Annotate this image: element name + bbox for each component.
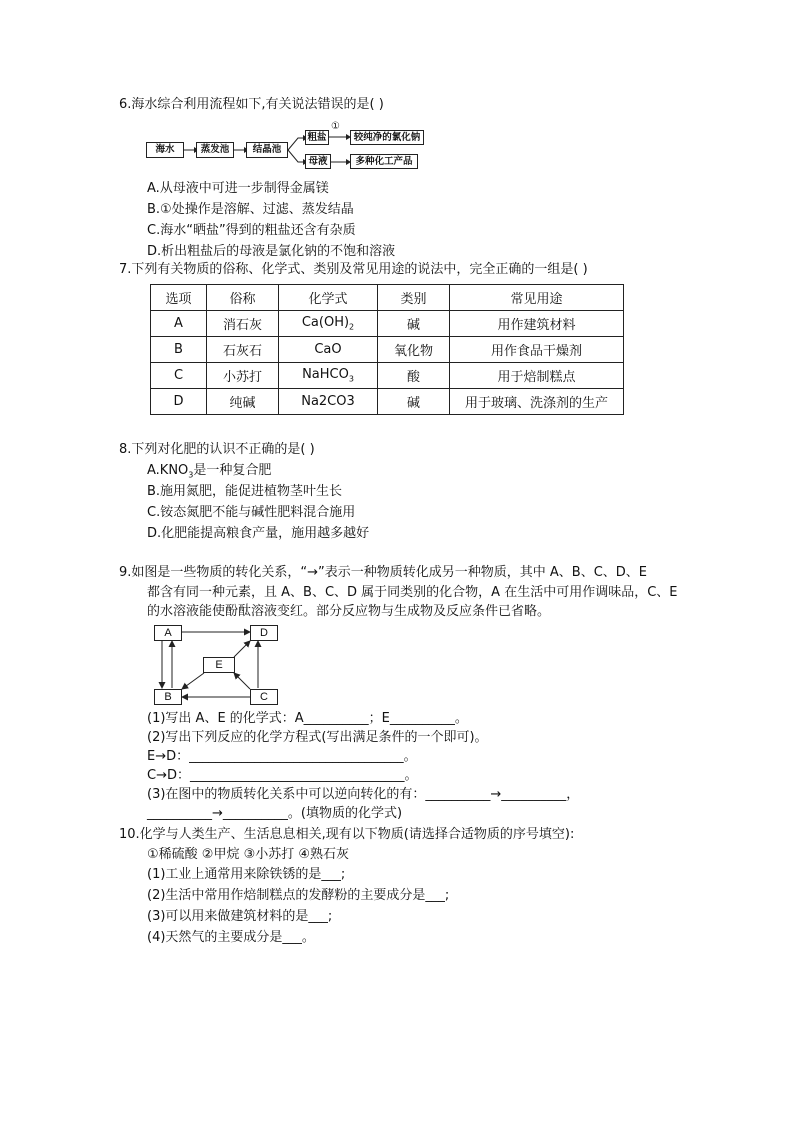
cell-name: 纯碱: [207, 389, 279, 415]
cell-formula: Na2CO3: [279, 389, 378, 415]
node-c: C: [250, 689, 278, 705]
arrow-e-to-b: [182, 673, 204, 689]
cell-name: 消石灰: [207, 311, 279, 337]
q9-sub1: (1)写出 A、E 的化学式：A__________；E__________。: [147, 711, 468, 726]
cell-name: 小苏打: [207, 363, 279, 389]
q8-stem: 8.下列对化肥的认识不正确的是( ): [119, 442, 315, 457]
q9-sub3: (3)在图中的物质转化关系中可以逆向转化的有：__________→__________，: [147, 787, 580, 802]
flow-box-pure: 较纯净的氯化钠: [350, 130, 424, 145]
q10-stem: 10.化学与人类生产、生活息息相关,现有以下物质(请选择合适物质的序号填空):: [119, 827, 575, 842]
cell-use: 用于玻璃、洗涤剂的生产: [450, 389, 624, 415]
cell-use: 用作食品干燥剂: [450, 337, 624, 363]
flow-step-label: ①: [331, 121, 340, 132]
header-cell: 类别: [378, 285, 450, 311]
q6-option-b: B.①处操作是溶解、过滤、蒸发结晶: [147, 202, 354, 217]
cell-type: 酸: [378, 363, 450, 389]
q10-item-3: (3)可以用来做建筑材料的是___;: [147, 909, 333, 924]
node-d: D: [250, 625, 278, 641]
node-e: E: [203, 657, 235, 673]
cell-use: 用作建筑材料: [450, 311, 624, 337]
q7-stem: 7.下列有关物质的俗称、化学式、类别及常见用途的说法中，完全正确的一组是( ): [119, 262, 588, 277]
header-cell: 俗称: [207, 285, 279, 311]
q9-sub2: (2)写出下列反应的化学方程式(写出满足条件的一个即可)。: [147, 730, 488, 745]
cell-type: 碱: [378, 311, 450, 337]
q6-stem: 6.海水综合利用流程如下,有关说法错误的是( ): [119, 97, 384, 112]
flow-box-evap: 蒸发池: [196, 142, 234, 158]
arrow-e-to-d: [234, 641, 250, 657]
cell-type: 碱: [378, 389, 450, 415]
q6-option-d: D.析出粗盐后的母液是氯化钠的不饱和溶液: [147, 244, 396, 259]
q8-option-a: $A.KNO_3$是一种复合肥: [147, 463, 272, 480]
cell-option: D: [151, 389, 207, 415]
q8-option-b: B.施用氮肥，能促进植物茎叶生长: [147, 484, 343, 499]
cell-type: 氧化物: [378, 337, 450, 363]
q10-choices: ①稀硫酸 ②甲烷 ③小苏打 ④熟石灰: [147, 847, 350, 862]
q9-sub2-c-to-d: C→D：_________________________________。: [147, 768, 418, 783]
flow-box-seawater: 海水: [146, 142, 184, 158]
cell-name: 石灰石: [207, 337, 279, 363]
cell-option: C: [151, 363, 207, 389]
q6-option-a: A.从母液中可进一步制得金属镁: [147, 181, 329, 196]
q9-sub2-e-to-d: E→D：_________________________________。: [147, 749, 417, 764]
arrow-c-to-e: [234, 673, 250, 689]
header-cell: 常见用途: [450, 285, 624, 311]
flow-box-products: 多种化工产品: [350, 154, 418, 169]
cell-formula: CaO: [279, 337, 378, 363]
q9-sub3-cont: __________→__________。(填物质的化学式): [147, 806, 403, 821]
q9-stem-line2: 都含有同一种元素，且 A、B、C、D 属于同类别的化合物，A 在生活中可用作调味品，C、E: [147, 585, 678, 600]
flow-box-crude: 粗盐: [305, 130, 329, 145]
q6-option-c: C.海水“晒盐”得到的粗盐还含有杂质: [147, 223, 356, 238]
flow-box-cryst: 结晶池: [246, 142, 288, 158]
cell-formula: NaHCO$_3$: [279, 363, 378, 389]
header-cell: 化学式: [279, 285, 378, 311]
cell-formula: $Ca(OH)_2$: [279, 311, 378, 337]
cell-option: A: [151, 311, 207, 337]
q8-option-c: C.铵态氮肥不能与碱性肥料混合施用: [147, 505, 356, 520]
cell-use: 用于焙制糕点: [450, 363, 624, 389]
node-b: B: [154, 689, 182, 705]
node-a: A: [154, 625, 182, 641]
flow-box-mother: 母液: [305, 154, 331, 169]
q10-item-4: (4)天然气的主要成分是___。: [147, 930, 315, 945]
q9-stem-line3: 的水溶液能使酚酞溶液变红。部分反应物与生成物及反应条件已省略。: [147, 604, 551, 619]
q10-item-1: (1)工业上通常用来除铁锈的是___;: [147, 867, 346, 882]
q10-item-2: (2)生活中常用作焙制糕点的发酵粉的主要成分是___;: [147, 888, 450, 903]
cell-option: B: [151, 337, 207, 363]
q9-stem-line1: 9.如图是一些物质的转化关系，“→”表示一种物质转化成另一种物质，其中 A、B、C、D、E: [119, 565, 648, 580]
header-cell: 选项: [151, 285, 207, 311]
q8-option-d: D.化肥能提高粮食产量，施用越多越好: [147, 526, 370, 541]
